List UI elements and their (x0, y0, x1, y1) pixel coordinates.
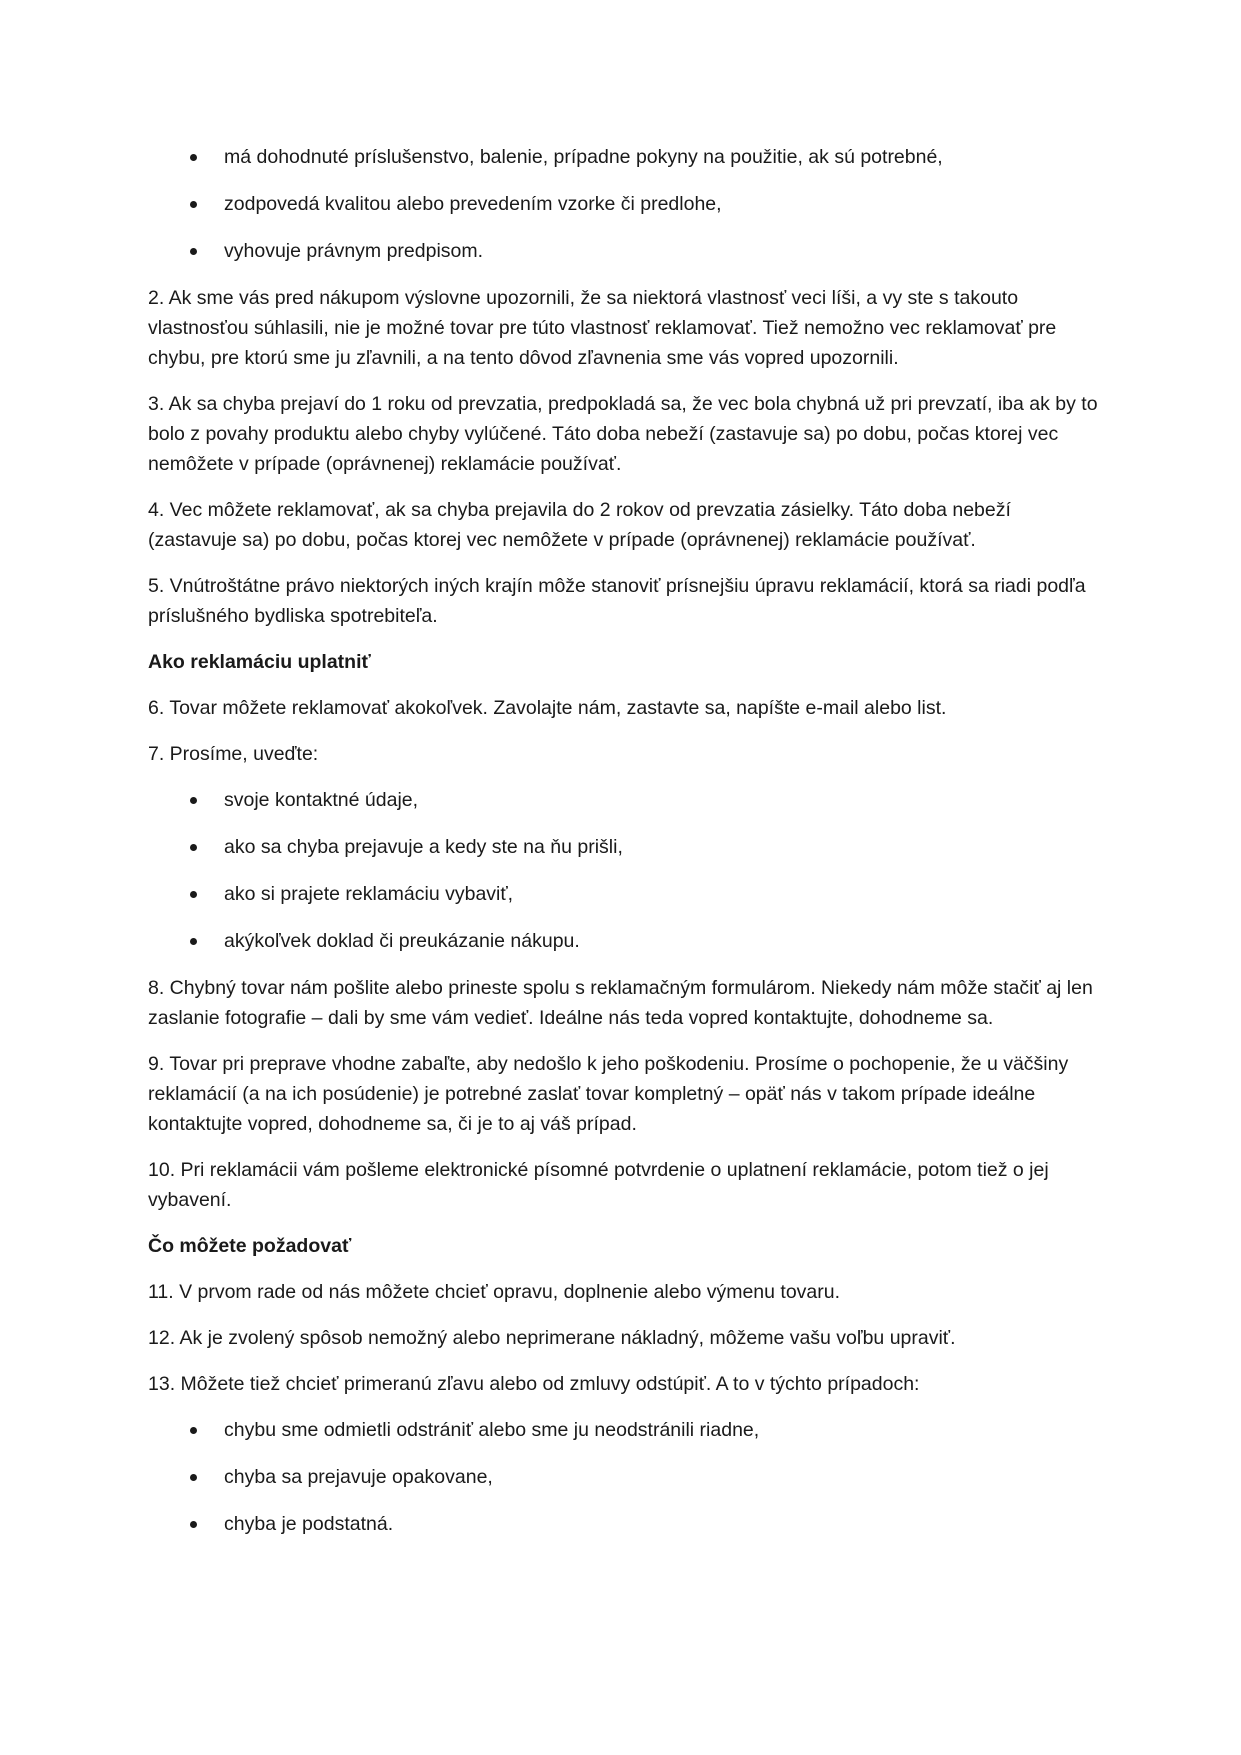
bullet-list-required-info (148, 785, 1101, 956)
paragraph-12: 12. Ak je zvolený spôsob nemožný alebo neprimerane nákladný, môžeme vašu voľbu upraviť. (148, 1327, 956, 1349)
list-item: zodpovedá kvalitou alebo prevedením vzorke či predlohe, (148, 189, 1101, 219)
list-item: chyba je podstatná. (148, 1509, 1101, 1539)
paragraph-3: 3. Ak sa chyba prejaví do 1 roku od prevzatia, predpokladá sa, že vec bola chybná už pri prevzatí, iba ak by to bolo z povahy produktu alebo chyby vylúčené. Táto doba nebeží (zastavuje sa) po dobu, počas ktorej vec nemôžete v prípade (oprávnenej) reklamácie používať. (148, 393, 1098, 475)
paragraph-13: 13. Môžete tiež chcieť primeranú zľavu alebo od zmluvy odstúpiť. A to v týchto prípadoch: (148, 1373, 920, 1395)
bullet-list-cases (148, 1415, 1101, 1539)
paragraph-4: 4. Vec môžete reklamovať, ak sa chyba prejavila do 2 rokov od prevzatia zásielky. Táto doba nebeží (zastavuje sa) po dobu, počas ktorej vec nemôžete v prípade (oprávnenej) reklamácie používať. (148, 499, 1011, 551)
paragraph-6: 6. Tovar môžete reklamovať akokoľvek. Zavolajte nám, zastavte sa, napíšte e-mail alebo list. (148, 697, 947, 719)
section-heading-how-to-claim: Ako reklamáciu uplatniť (148, 651, 371, 673)
list-item: svoje kontaktné údaje, (148, 785, 1101, 815)
list-item: chyba sa prejavuje opakovane, (148, 1462, 1101, 1492)
paragraph-2: 2. Ak sme vás pred nákupom výslovne upozornili, že sa niektorá vlastnosť veci líši, a vy ste s takouto vlastnosťou súhlasili, nie je možné tovar pre túto vlastnosť reklamovať. Tiež nemožno vec reklamovať pre chybu, pre ktorú sme ju zľavnili, a na tento dôvod zľavnenia sme vás vopred upozornili. (148, 287, 1057, 369)
paragraph-8: 8. Chybný tovar nám pošlite alebo prineste spolu s reklamačným formulárom. Niekedy nám môže stačiť aj len zaslanie fotografie – dali by sme vám vedieť. Ideálne nás teda vopred kontaktujte, dohodneme sa. (148, 977, 1093, 1029)
paragraph-7: 7. Prosíme, uveďte: (148, 743, 319, 765)
list-item: má dohodnuté príslušenstvo, balenie, prípadne pokyny na použitie, ak sú potrebné, (148, 142, 1101, 172)
list-item: chybu sme odmietli odstrániť alebo sme ju neodstránili riadne, (148, 1415, 1101, 1445)
bullet-list-conditions (148, 142, 1101, 266)
paragraph-9: 9. Tovar pri preprave vhodne zabaľte, aby nedošlo k jeho poškodeniu. Prosíme o pochopenie, že u väčšiny reklamácií (a na ich posúdenie) je potrebné zaslať tovar kompletný – opäť nás v takom prípade ideálne kontaktujte vopred, dohodneme sa, či je to aj váš prípad. (148, 1053, 1069, 1135)
paragraph-11: 11. V prvom rade od nás môžete chcieť opravu, doplnenie alebo výmenu tovaru. (148, 1281, 841, 1303)
list-item: ako si prajete reklamáciu vybaviť, (148, 879, 1101, 909)
paragraph-5: 5. Vnútroštátne právo niektorých iných krajín môže stanoviť prísnejšiu úpravu reklamácií, ktorá sa riadi podľa príslušného bydliska spotrebiteľa. (148, 575, 1086, 627)
list-item: vyhovuje právnym predpisom. (148, 236, 1101, 266)
section-heading-what-you-can-request: Čo môžete požadovať (148, 1235, 352, 1257)
paragraph-10: 10. Pri reklamácii vám pošleme elektronické písomné potvrdenie o uplatnení reklamácie, potom tiež o jej vybavení. (148, 1159, 1049, 1211)
list-item: ako sa chyba prejavuje a kedy ste na ňu prišli, (148, 832, 1101, 862)
list-item: akýkoľvek doklad či preukázanie nákupu. (148, 926, 1101, 956)
